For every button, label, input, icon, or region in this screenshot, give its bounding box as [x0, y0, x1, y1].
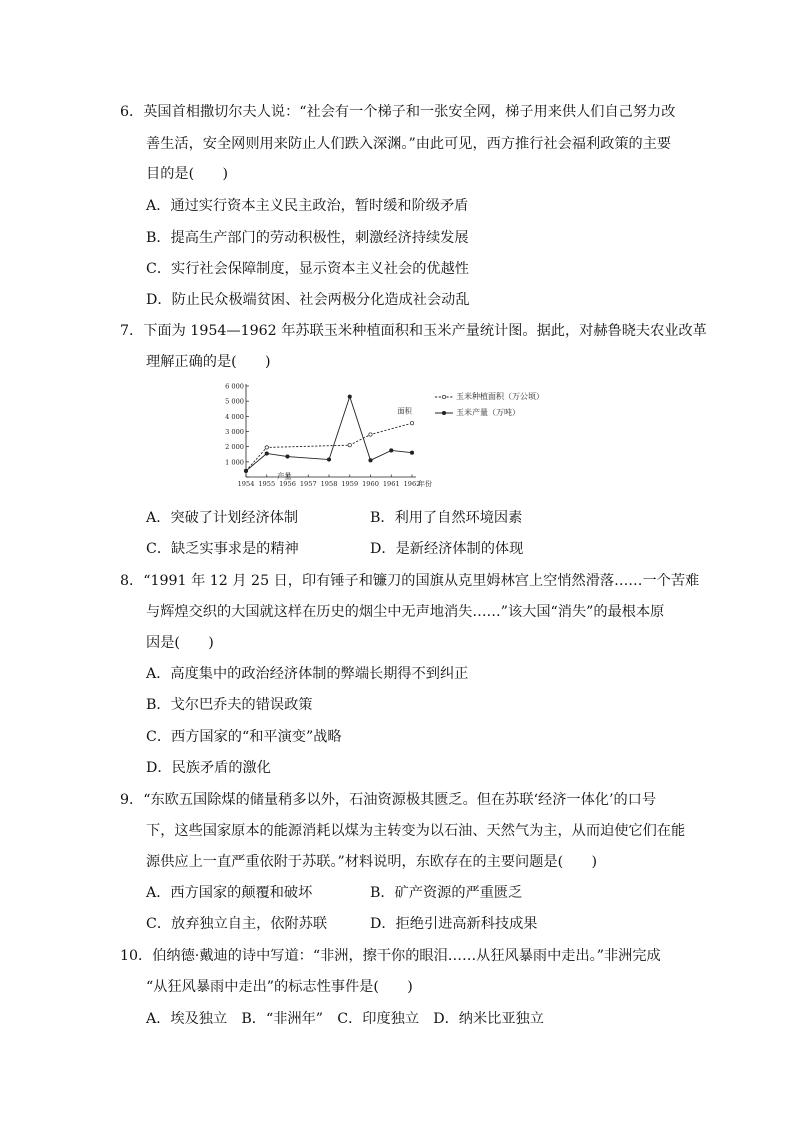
q8-option-a: A．高度集中的政治经济体制的弊端长期得不到纠正: [146, 666, 469, 682]
q7-option-b: B．利用了自然环境因素: [370, 510, 523, 526]
area-data-point: [369, 433, 372, 436]
yield-data-point: [369, 459, 372, 462]
q6-stem-line-1: 6．英国首相撒切尔夫人说：“社会有一个梯子和一张安全网，梯子用来供人们自己努力改: [120, 104, 676, 120]
yield-data-point: [244, 469, 247, 472]
q7-option-a: A．突破了计划经济体制: [146, 510, 299, 526]
y-tick-label: 3 000: [225, 428, 244, 436]
yield-data-point: [348, 395, 351, 398]
chart-series: [244, 395, 413, 481]
area-series-line: [246, 423, 412, 471]
q8-stem-line-3: 因是( ): [146, 635, 214, 651]
q8-stem-line-1: 8．“1991 年 12 月 25 日，印有锤子和镰刀的国旗从克里姆林宫上空悄然滑落……一个苦难: [120, 573, 700, 589]
x-tick-label: 1962: [403, 480, 421, 488]
q8-option-d: D．民族矛盾的激化: [146, 760, 271, 776]
q6-stem-line-3: 目的是( ): [146, 166, 229, 182]
q8-option-b: B．戈尔巴乔夫的错误政策: [146, 697, 313, 713]
legend-marker: [442, 395, 445, 398]
q10-stem-line-2: “从狂风暴雨中走出”的标志性事件是( ): [146, 979, 413, 995]
q9-stem-line-1: 9．“东欧五国除煤的储量稍多以外，石油资源极其匮乏。但在苏联‘经济一体化’的口号: [120, 792, 657, 808]
q6-option-b: B．提高生产部门的劳动积极性，刺激经济持续发展: [146, 230, 469, 246]
yield-data-point: [410, 451, 413, 454]
chart-ticks: [225, 383, 432, 489]
x-tick-label: 1959: [341, 480, 359, 488]
yield-data-point: [390, 449, 393, 452]
q10-stem-line-1: 10．伯纳德·戴迪的诗中写道：“非洲，擦干你的眼泪……从狂风暴雨中走出。”非洲完成: [120, 948, 661, 964]
q7-stem-line-1: 7．下面为 1954—1962 年苏联玉米种植面积和玉米产量统计图。据此，对赫鲁晓夫农业改革: [120, 323, 707, 339]
q6-option-c: C．实行社会保障制度，显示资本主义社会的优越性: [146, 261, 469, 277]
x-tick-label: 1957: [299, 480, 317, 488]
yield-series-label: 产量: [277, 471, 292, 481]
yield-data-point: [265, 452, 268, 455]
area-data-point: [410, 421, 413, 424]
y-tick-label: 6 000: [225, 382, 244, 391]
q7-stem-line-2: 理解正确的是( ): [146, 354, 271, 370]
legend-marker: [442, 411, 445, 414]
x-tick-label: 1961: [382, 480, 400, 488]
q9-option-b: B．矿产资源的严重匮乏: [370, 885, 523, 901]
q9-stem-line-3: 源供应上一直严重依附于苏联。”材料说明，东欧存在的主要问题是( ): [146, 854, 598, 870]
x-axis-label: 年份: [418, 480, 432, 488]
yield-data-point: [286, 455, 289, 458]
q9-option-c: C．放弃独立自主，依附苏联: [146, 916, 328, 932]
x-tick-label: 1960: [362, 480, 379, 488]
corn-statistics-chart: [225, 378, 468, 498]
x-tick-label: 1956: [279, 480, 296, 488]
q8-option-c: C．西方国家的“和平演变”战略: [146, 729, 342, 745]
area-series-label: 面积: [397, 406, 412, 416]
x-tick-label: 1958: [320, 480, 338, 488]
q9-stem-line-2: 下，这些国家原本的能源消耗以煤为主转变为以石油、天然气为主，从而迫使它们在能: [146, 823, 686, 839]
x-tick-label: 1954: [237, 480, 255, 488]
yield-data-point: [327, 458, 330, 461]
q9-option-d: D．拒绝引进高新科技成果: [370, 916, 538, 932]
area-data-point: [348, 443, 351, 446]
q10-options: A．埃及独立 B．“非洲年” C．印度独立 D．纳米比亚独立: [146, 1011, 544, 1027]
q6-stem-line-2: 善生活，安全网则用来防止人们跌入深渊。”由此可见，西方推行社会福利政策的主要: [146, 136, 672, 152]
y-tick-label: 5 000: [225, 397, 244, 406]
chart-axes: [246, 384, 416, 477]
q6-option-a: A．通过实行资本主义民主政治，暂时缓和阶级矛盾: [146, 198, 469, 214]
legend-label-area: 玉米种植面积（万公顷）: [456, 392, 544, 401]
area-data-point: [265, 446, 268, 449]
chart-legend: [435, 395, 453, 414]
q8-stem-line-2: 与辉煌交织的大国就这样在历史的烟尘中无声地消失……”该大国“消失”的最根本原: [146, 604, 665, 620]
q7-option-c: C．缺乏实事求是的精神: [146, 541, 299, 557]
y-tick-label: 1 000: [225, 458, 244, 467]
q6-option-d: D．防止民众极端贫困、社会两极分化造成社会动乱: [146, 292, 470, 308]
q7-option-d: D．是新经济体制的体现: [370, 541, 524, 557]
q9-option-a: A．西方国家的颠覆和破坏: [146, 885, 313, 901]
legend-label-yield: 玉米产量（万吨）: [456, 408, 520, 417]
x-tick-label: 1955: [258, 480, 276, 488]
y-tick-label: 2 000: [225, 443, 244, 452]
y-tick-label: 4 000: [225, 412, 244, 421]
